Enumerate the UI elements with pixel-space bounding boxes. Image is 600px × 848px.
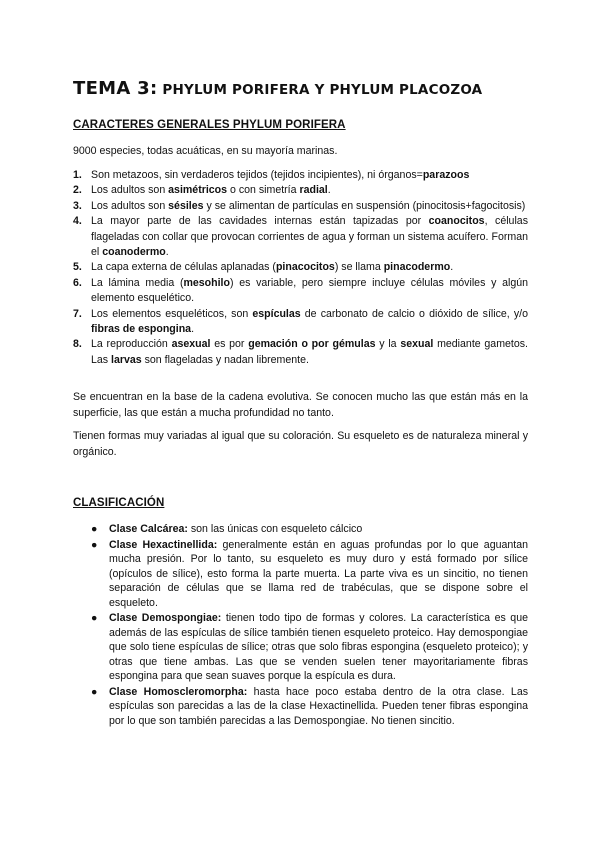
bold-term: sexual <box>400 338 434 351</box>
bold-term: Clase Hexactinellida: <box>109 538 218 551</box>
text-segment: . <box>191 323 195 336</box>
text-segment: , células flageladas con collar que provocan corrientes de agua y forman un sistema acuífero. Forman el <box>91 215 528 259</box>
characteristic-item <box>73 183 528 198</box>
classification-item <box>91 685 528 729</box>
text-segment: tienen todo tipo de formas y colores. La característica es que además de las espículas de sílice también tienen esqueleto proteico. Hay demospongiae que solo tiene espículas de sílice; otras que solo fibras espongina (esqueleto proteico); y otras que tiene ambas. Las que se venden suelen tener mayoritariamente fibras espongina para que sean suaves porque la espícula es dura. <box>109 612 528 682</box>
characteristic-item <box>73 168 528 183</box>
text-segment: Los adultos son <box>91 184 169 197</box>
bullet-icon: ● <box>91 612 98 624</box>
text-segment: generalmente están en aguas profundas por lo que aguantan mucha presión. Por lo tanto, su esqueleto es muy duro y está formado por sílice (opículos de sílice), esto forma la parte muerta. La parte viva es un sincitio, no tienen separación de células que se llama red de trabéculas, que se dispone sobre el esqueleto. <box>109 538 528 609</box>
characteristic-item <box>73 260 528 275</box>
text-segment: y se alimentan de partículas en suspensión (pinocitosis+fagocitosis) <box>203 199 526 212</box>
item-number: 6. <box>73 276 82 289</box>
text-segment: Los elementos esqueléticos, son <box>91 307 253 320</box>
text-segment: La lámina media ( <box>91 276 184 289</box>
bold-term: gemación o por gémulas <box>248 338 376 351</box>
classification-list <box>91 522 528 728</box>
bold-term: Clase Demospongiae: <box>109 612 222 624</box>
text-segment: mediante gametos. Las <box>91 338 528 366</box>
item-number: 2. <box>73 184 82 197</box>
bold-term: pinacocitos <box>275 261 335 274</box>
item-number: 4. <box>73 215 82 228</box>
text-segment: y la <box>375 338 401 351</box>
bold-term: pinacodermo <box>383 261 451 274</box>
classification-item <box>91 538 528 611</box>
item-number: 1. <box>73 169 82 181</box>
classification-item <box>91 611 528 684</box>
text-segment: ) es variable, pero siempre incluye células móviles y algún elemento esquelético. <box>91 276 528 305</box>
text-segment: o con simetría <box>227 184 300 197</box>
intro-paragraph: 9000 especies, todas acuáticas, en su mayoría marinas. <box>73 145 338 157</box>
section-heading-clasificacion: CLASIFICACIÓN <box>73 497 165 509</box>
paragraph-formas: Tienen formas muy variadas al igual que su coloración. Su esqueleto es de naturaleza mineral y orgánico. <box>73 430 528 458</box>
text-segment: ) se llama <box>334 261 384 274</box>
characteristic-item <box>73 337 528 368</box>
item-number: 5. <box>73 261 82 274</box>
bullet-icon: ● <box>91 538 98 551</box>
bold-term: mesohilo <box>183 276 230 289</box>
item-number: 3. <box>73 199 82 212</box>
bold-term: asimétricos <box>168 184 228 197</box>
bullet-icon: ● <box>91 685 98 698</box>
bold-term: fibras de espongina <box>91 323 192 336</box>
text-segment: La reproducción <box>91 338 172 351</box>
bold-term: radial <box>299 184 328 197</box>
text-segment: son las únicas con esqueleto cálcico <box>187 523 363 535</box>
characteristic-item <box>73 199 528 214</box>
characteristic-item <box>73 276 528 307</box>
item-number: 8. <box>73 338 82 351</box>
bold-term: espículas <box>252 307 301 320</box>
section-heading-caracteres: CARACTERES GENERALES PHYLUM PORIFERA <box>73 119 346 131</box>
paragraph-evolutiva: Se encuentran en la base de la cadena evolutiva. Se conocen mucho las que están más en la superficie, las que están a mucha profundidad no tanto. <box>73 391 528 419</box>
bold-term: coanodermo <box>102 246 166 259</box>
bold-term: sésiles <box>168 199 204 212</box>
bullet-icon: ● <box>91 523 98 535</box>
text-segment: Son metazoos, sin verdaderos tejidos (tejidos incipientes), ni órganos= <box>91 169 423 181</box>
text-segment: La capa externa de células aplanadas ( <box>91 261 276 274</box>
text-segment: . <box>165 246 169 259</box>
text-segment: son flageladas y nadan libremente. <box>141 353 309 366</box>
text-segment: de carbonato de calcio o dióxido de sílice, y/o <box>300 307 529 320</box>
text-segment: . <box>327 184 331 197</box>
text-segment: Los adultos son <box>91 199 169 212</box>
bold-term: coanocitos <box>428 215 485 228</box>
characteristic-item <box>73 214 528 260</box>
bold-term: asexual <box>171 338 211 351</box>
characteristics-list <box>73 168 528 368</box>
bold-term: Clase Calcárea: <box>109 523 188 535</box>
text-segment: La mayor parte de las cavidades internas están tapizadas por <box>91 215 429 228</box>
characteristic-item <box>73 307 528 338</box>
bold-term: parazoos <box>422 169 470 181</box>
item-number: 7. <box>73 307 82 320</box>
page-title <box>73 78 482 99</box>
bold-term: Clase Homoscleromorpha: <box>109 685 248 698</box>
text-segment: es por <box>210 338 249 351</box>
title-main: TEMA 3: <box>73 78 158 99</box>
text-segment: . <box>450 261 454 274</box>
classification-item <box>91 522 528 537</box>
text-segment: hasta hace poco estaba dentro de la otra clase. Las espículas son parecidas a las de la clase Hexactinellida. Pueden tener fibras espongina por lo que son también parecidas a las Demospongiae. No tienen sincitio. <box>109 685 529 727</box>
bold-term: larvas <box>111 353 142 366</box>
title-subtitle: PHYLUM PORIFERA Y PHYLUM PLACOZOA <box>157 82 483 98</box>
